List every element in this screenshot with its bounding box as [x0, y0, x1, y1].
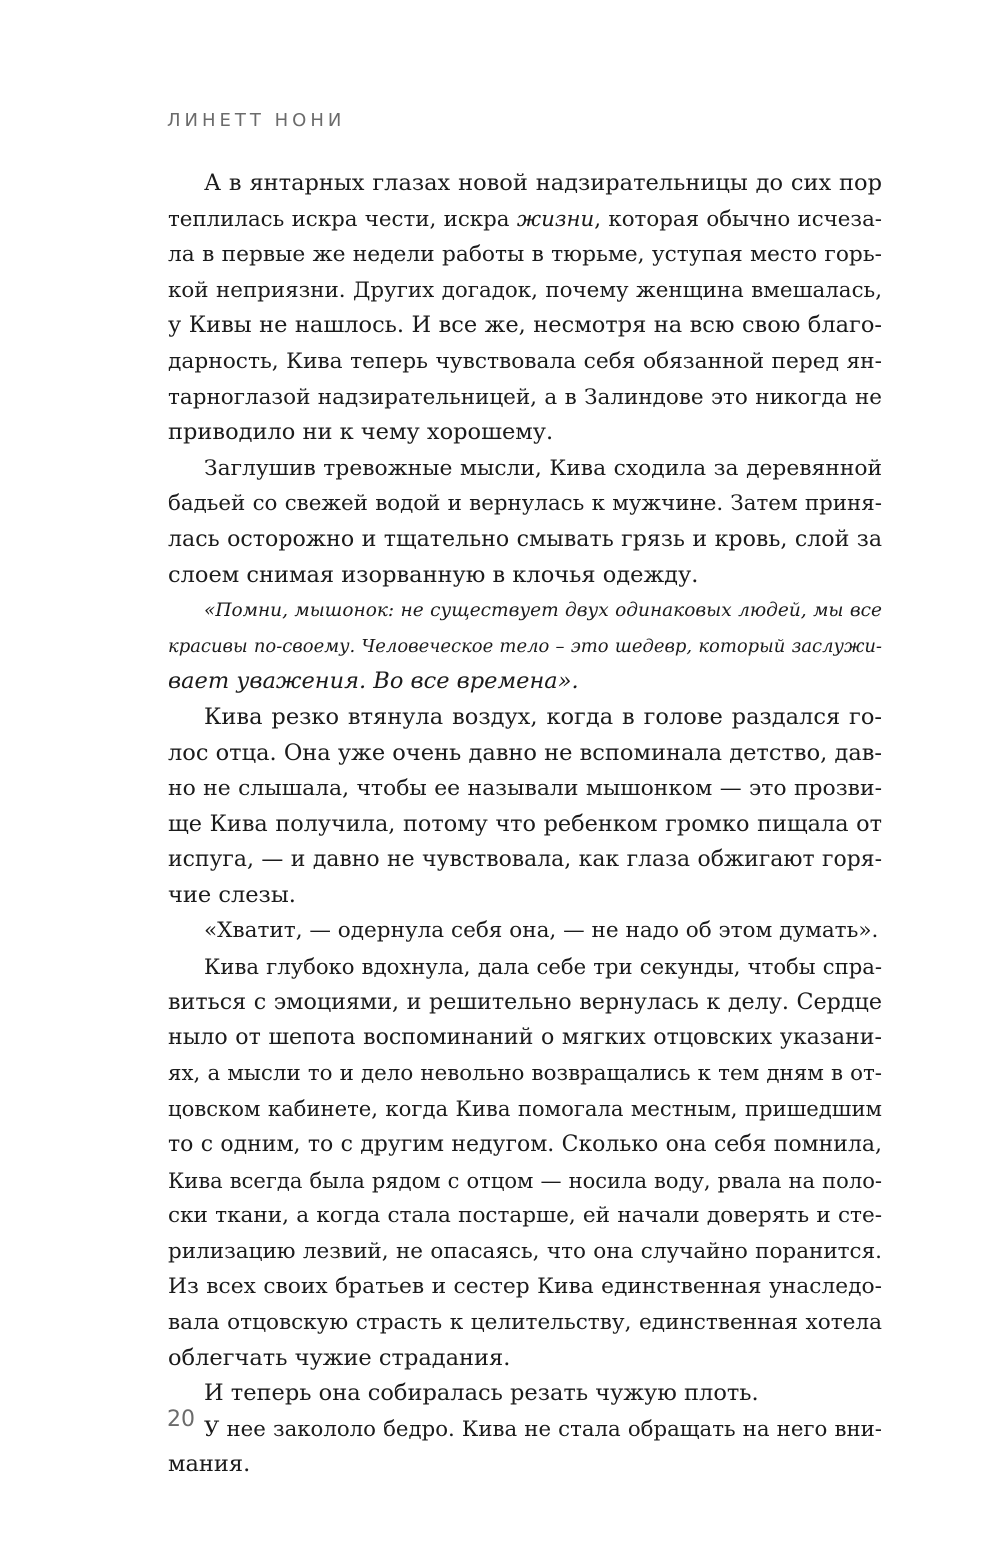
text-fragment: теплилась искра чести, искра	[168, 206, 517, 232]
text-line: ях, а мысли то и дело невольно возвращались к тем дням в от-	[168, 1060, 882, 1086]
text-line: У нее закололо бедро. Кива не стала обращать на него вни-	[204, 1416, 882, 1442]
text-line: ще Кива получила, потому что ребенком громко пищала от	[168, 810, 882, 837]
paragraph-4	[168, 913, 882, 949]
page-number: 20	[167, 1407, 195, 1432]
text-line: мания.	[168, 1451, 251, 1478]
text-fragment: , которая обычно исчеза-	[594, 206, 882, 232]
paragraph-7	[168, 1412, 882, 1483]
text-line: «Хватит, — одернула себя она, — не надо об этом думать».	[204, 918, 879, 944]
italic-quote	[168, 593, 882, 700]
text-line: бадьей со свежей водой и вернулась к мужчине. Затем приня-	[168, 491, 882, 517]
text-line: ла в первые же недели работы в тюрьме, уступая место горь-	[168, 242, 882, 268]
text-line: лос отца. Она уже очень давно не вспоминала детство, дав-	[168, 739, 882, 766]
text-line: кой неприязни. Других догадок, почему женщина вмешалась,	[168, 277, 882, 303]
paragraph-3	[168, 700, 882, 914]
text-line: ныло от шепота воспоминаний о мягких отцовских указани-	[168, 1024, 882, 1051]
italic-emphasis: жизни	[516, 206, 595, 232]
text-line: дарность, Кива теперь чувствовала себя обязанной перед ян-	[168, 348, 882, 374]
running-head: ЛИНЕТТ НОНИ	[167, 110, 346, 131]
text-line: тарноглазой надзирательницей, а в Залиндове это никогда не	[168, 384, 882, 410]
text-line: чие слезы.	[168, 881, 296, 908]
text-line: вала отцовскую страсть к целительству, единственная хотела	[168, 1310, 882, 1335]
text-line: Из всех своих братьев и сестер Кива единственная унаследо-	[168, 1274, 882, 1300]
text-line: виться с эмоциями, и решительно вернулась к делу. Сердце	[168, 988, 882, 1015]
text-line: красивы по-своему. Человеческое тело – это шедевр, который заслужи-	[168, 635, 882, 657]
paragraph-2	[168, 451, 882, 593]
text-line: Кива всегда была рядом с отцом — носила воду, рвала на поло-	[168, 1167, 882, 1193]
text-line: испуга, — и давно не чувствовала, как глаза обжигают горя-	[168, 847, 882, 873]
text-line	[168, 202, 882, 238]
text-line: но не слышала, чтобы ее называли мышонком — это прозви-	[168, 776, 882, 802]
text-line: вает уважения. Во все времена».	[168, 668, 579, 695]
text-line: Кива глубоко вдохнула, дала себе три секунды, чтобы спра-	[204, 954, 882, 980]
paragraph-1	[168, 166, 882, 451]
text-line: у Кивы не нашлось. И все же, несмотря на всю свою благо-	[168, 312, 882, 339]
text-line: А в янтарных глазах новой надзирательницы до сих пор	[204, 170, 882, 196]
text-line: Кива резко втянула воздух, когда в голове раздался го-	[204, 703, 882, 730]
text-line: облегчать чужие страдания.	[168, 1344, 511, 1371]
text-line: «Помни, мышонок: не существует двух одинаковых людей, мы все	[204, 600, 882, 622]
text-line: то с одним, то с другим недугом. Сколько она себя помнила,	[168, 1132, 882, 1158]
text-line: цовском кабинете, когда Кива помогала местным, пришедшим	[168, 1096, 882, 1122]
text-line: слоем снимая изорванную в клочья одежду.	[168, 561, 699, 588]
body-text	[168, 166, 882, 1483]
text-line: рилизацию лезвий, не опасаясь, что она случайно поранится.	[168, 1238, 882, 1264]
paragraph-5	[168, 949, 882, 1376]
text-line: И теперь она собиралась резать чужую плоть.	[204, 1380, 759, 1407]
paragraph-6	[168, 1376, 882, 1412]
text-line: приводило ни к чему хорошему.	[168, 419, 554, 446]
text-line: ски ткани, а когда стала постарше, ей начали доверять и сте-	[168, 1203, 882, 1229]
text-line: лась осторожно и тщательно смывать грязь и кровь, слой за	[168, 525, 882, 552]
text-line: Заглушив тревожные мысли, Кива сходила за деревянной	[204, 455, 882, 481]
